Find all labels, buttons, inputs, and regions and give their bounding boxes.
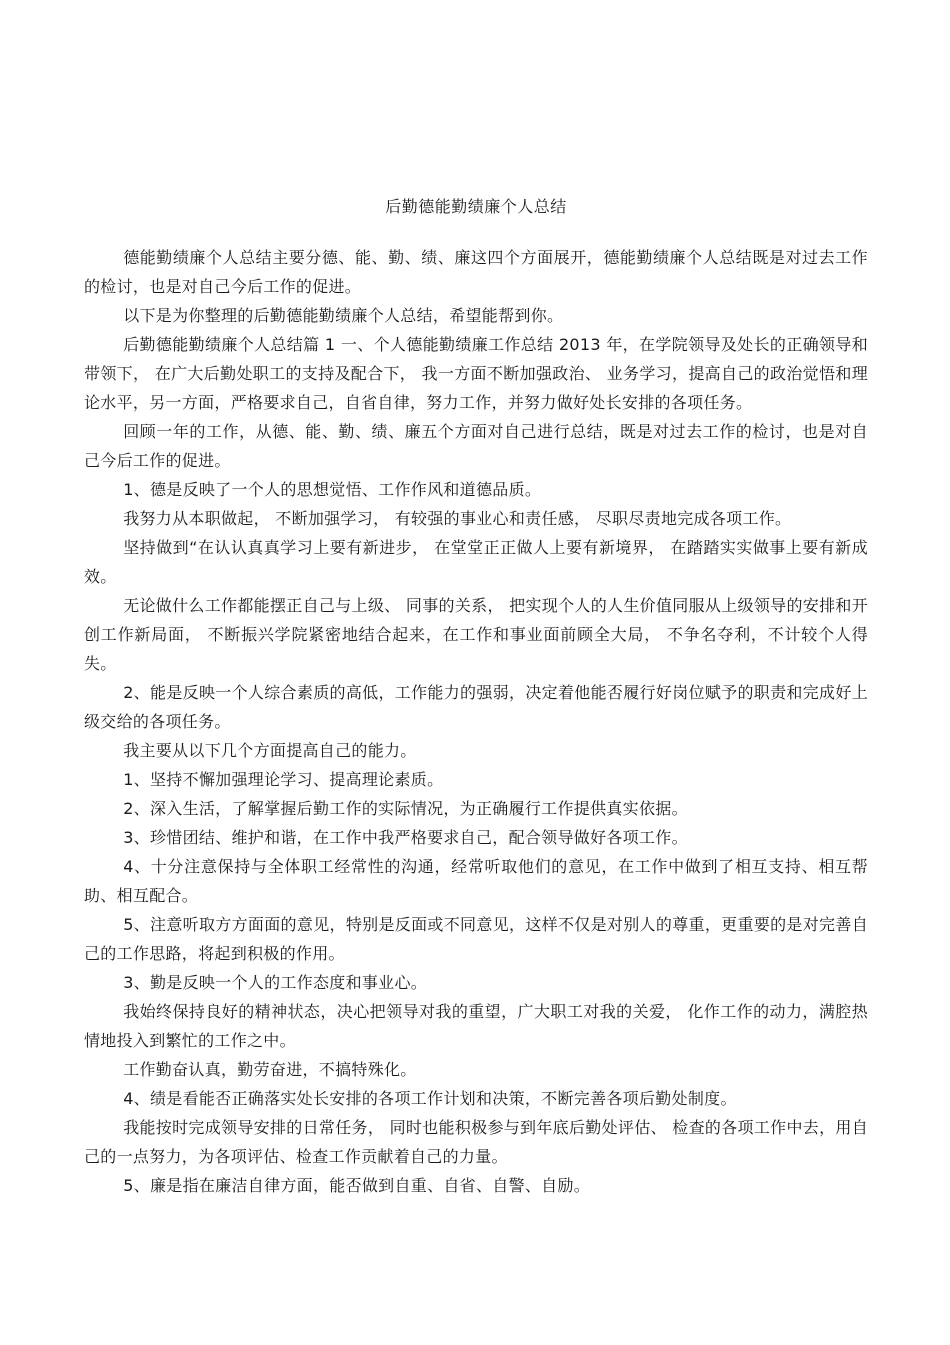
paragraph-qin-heading: 3、勤是反映一个人的工作态度和事业心。 <box>123 973 428 992</box>
paragraph-intro: 德能勤绩廉个人总结主要分德、能、勤、绩、廉这四个方面展开，德能勤绩廉个人总结既是对过去工作的检讨，也是对自己今后工作的促进。 <box>84 248 868 296</box>
paragraph-neng-item-4: 4、十分注意保持与全体职工经常性的沟通，经常听取他们的意见，在工作中做到了相互支持、相互帮助、相互配合。 <box>84 857 868 905</box>
paragraph-de-2: 坚持做到“在认认真真学习上要有新进步， 在堂堂正正做人上要有新境界， 在踏踏实实做事上要有新成效。 <box>84 538 868 586</box>
paragraph-de-3: 无论做什么工作都能摆正自己与上级、 同事的关系， 把实现个人的人生价值同服从上级领导的安排和开创工作新局面， 不断振兴学院紧密地结合起来，在工作和事业面前顾全大局， 不争名夺利，不计较个人得失。 <box>84 596 868 673</box>
paragraph-ji-heading: 4、绩是看能否正确落实处长安排的各项工作计划和决策，不断完善各项后勤处制度。 <box>123 1089 737 1108</box>
paragraph-lian-heading: 5、廉是指在廉洁自律方面，能否做到自重、自省、自警、自励。 <box>123 1176 591 1195</box>
paragraph-de-1: 我努力从本职做起， 不断加强学习， 有较强的事业心和责任感， 尽职尽责地完成各项工作。 <box>123 509 792 528</box>
paragraph-qin-1: 我始终保持良好的精神状态，决心把领导对我的重望，广大职工对我的关爱， 化作工作的动力，满腔热情地投入到繁忙的工作之中。 <box>84 1002 868 1050</box>
document-page <box>84 193 868 1200</box>
paragraph-neng-intro: 我主要从以下几个方面提高自己的能力。 <box>123 741 417 760</box>
paragraph-preface: 以下是为你整理的后勤德能勤绩廉个人总结，希望能帮到你。 <box>123 306 564 325</box>
paragraph-neng-heading: 2、能是反映一个人综合素质的高低，工作能力的强弱，决定着他能否履行好岗位赋予的职责和完成好上级交给的各项任务。 <box>84 683 868 731</box>
paragraph-ji-1: 我能按时完成领导安排的日常任务， 同时也能积极参与到年底后勤处评估、 检查的各项工作中去，用自己的一点努力，为各项评估、检查工作贡献着自己的力量。 <box>84 1118 868 1166</box>
paragraph-neng-item-1: 1、坚持不懈加强理论学习、提高理论素质。 <box>123 770 444 789</box>
paragraph-neng-item-5: 5、注意听取方方面面的意见，特别是反面或不同意见，这样不仅是对别人的尊重，更重要的是对完善自己的工作思路，将起到积极的作用。 <box>84 915 868 963</box>
paragraph-de-heading: 1、德是反映了一个人的思想觉悟、工作作风和道德品质。 <box>123 480 542 499</box>
paragraph-part-one: 后勤德能勤绩廉个人总结篇 1 一、个人德能勤绩廉工作总结 2013 年，在学院领导及处长的正确领导和带领下， 在广大后勤处职工的支持及配合下， 我一方面不断加强政治、 业务学习，提高自己的政治觉悟和理论水平，另一方面，严格要求自己，自省自律，努力工作，并努力做好处长安排的各项任务。 <box>84 335 868 412</box>
paragraph-neng-item-2: 2、深入生活，了解掌握后勤工作的实际情况，为正确履行工作提供真实依据。 <box>123 799 688 818</box>
document-title: 后勤德能勤绩廉个人总结 <box>385 197 567 216</box>
paragraph-review: 回顾一年的工作，从德、能、勤、绩、廉五个方面对自己进行总结，既是对过去工作的检讨，也是对自己今后工作的促进。 <box>84 422 868 470</box>
paragraph-neng-item-3: 3、珍惜团结、维护和谐，在工作中我严格要求自己，配合领导做好各项工作。 <box>123 828 688 847</box>
paragraph-qin-2: 工作勤奋认真，勤劳奋进，不搞特殊化。 <box>123 1060 417 1079</box>
